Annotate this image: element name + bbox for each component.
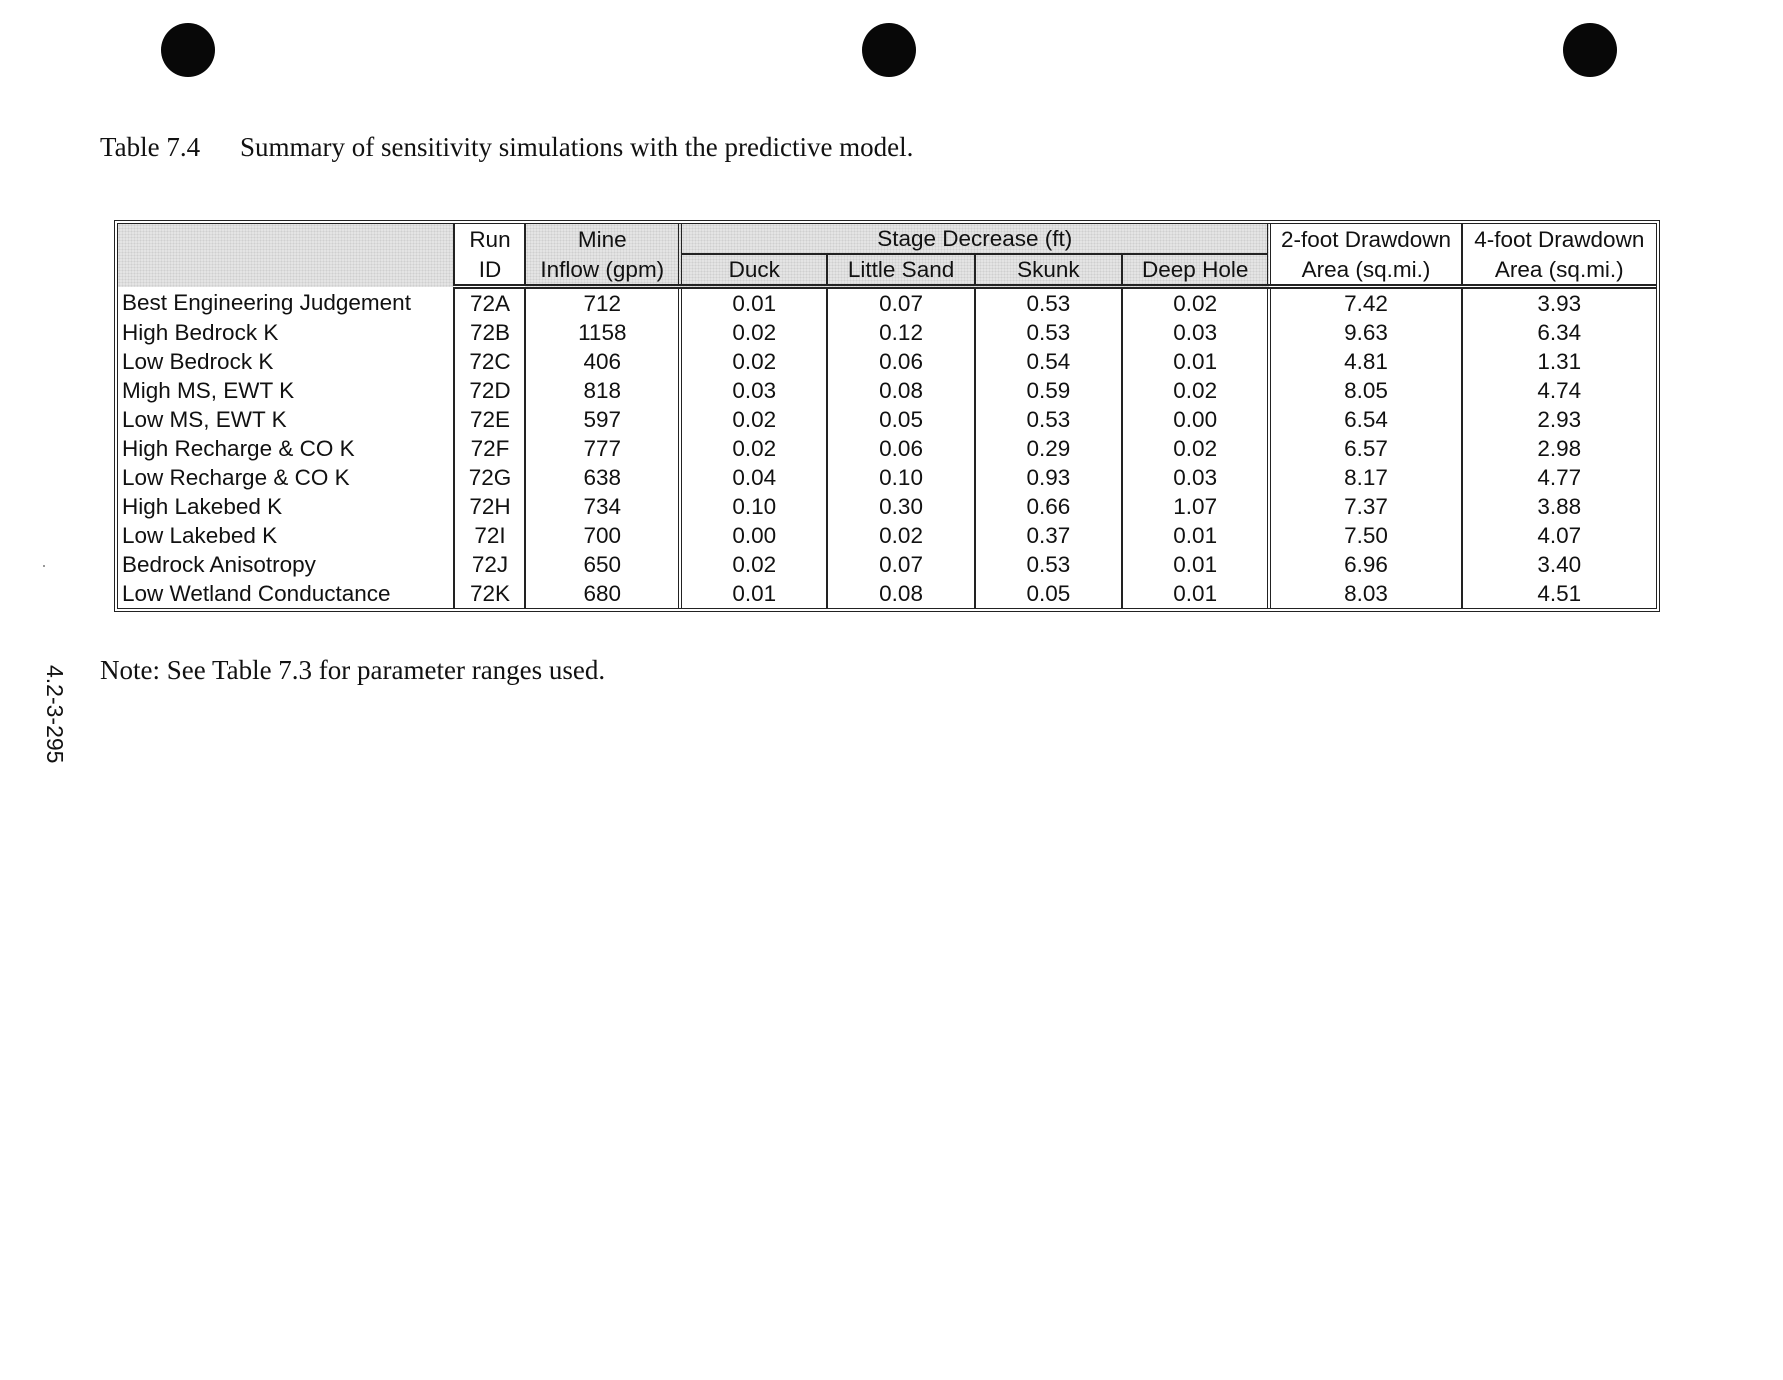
cell-little-sand: 0.12 (827, 318, 974, 347)
punch-hole (1563, 23, 1617, 77)
punch-hole (862, 23, 916, 77)
cell-skunk: 0.53 (975, 405, 1122, 434)
cell-case-name: Low Wetland Conductance (122, 581, 391, 606)
table-row (118, 318, 1656, 347)
cell-case-name: Bedrock Anisotropy (122, 552, 316, 577)
cell-deep-hole: 0.01 (1122, 521, 1269, 550)
table-row (118, 376, 1656, 405)
header-dd2-area: Area (sq.mi.) (1269, 254, 1461, 287)
header-run: Run (454, 224, 525, 254)
cell-dd2-area: 7.50 (1269, 521, 1461, 550)
table-caption (100, 132, 913, 163)
table-row (118, 492, 1656, 521)
cell-skunk: 0.05 (975, 579, 1122, 608)
cell-dd4-area: 4.51 (1462, 579, 1656, 608)
cell-case-name: Low Recharge & CO K (122, 465, 350, 490)
cell-duck: 0.01 (680, 579, 827, 608)
cell-dd2-area: 8.03 (1269, 579, 1461, 608)
cell-duck: 0.02 (680, 347, 827, 376)
cell-duck: 0.02 (680, 550, 827, 579)
cell-run-id: 72I (454, 521, 525, 550)
header-stage-decrease: Stage Decrease (ft) (680, 224, 1269, 254)
cell-run-id: 72H (454, 492, 525, 521)
cell-case-name: High Lakebed K (122, 494, 283, 519)
scan-speck (43, 565, 45, 567)
cell-case-name: Low MS, EWT K (122, 407, 287, 432)
cell-dd4-area: 4.74 (1462, 376, 1656, 405)
header-blank (118, 224, 454, 287)
cell-deep-hole: 0.01 (1122, 347, 1269, 376)
cell-run-id: 72K (454, 579, 525, 608)
header-mine: Mine (525, 224, 680, 254)
cell-deep-hole: 0.03 (1122, 463, 1269, 492)
cell-mine-inflow: 712 (525, 287, 680, 319)
table-body (118, 287, 1656, 609)
cell-duck: 0.02 (680, 434, 827, 463)
header-little-sand: Little Sand (827, 254, 974, 287)
cell-run-id: 72F (454, 434, 525, 463)
cell-dd4-area: 4.07 (1462, 521, 1656, 550)
cell-deep-hole: 0.00 (1122, 405, 1269, 434)
cell-duck: 0.02 (680, 405, 827, 434)
table-row (118, 434, 1656, 463)
table-row (118, 579, 1656, 608)
table-row (118, 287, 1656, 319)
cell-skunk: 0.93 (975, 463, 1122, 492)
cell-dd4-area: 6.34 (1462, 318, 1656, 347)
header-dd4: 4-foot Drawdown (1462, 224, 1656, 254)
cell-skunk: 0.66 (975, 492, 1122, 521)
cell-case-name: Low Lakebed K (122, 523, 278, 548)
cell-deep-hole: 1.07 (1122, 492, 1269, 521)
cell-case-name: High Bedrock K (122, 320, 279, 345)
cell-mine-inflow: 406 (525, 347, 680, 376)
cell-run-id: 72A (454, 287, 525, 319)
sensitivity-table (118, 224, 1656, 608)
cell-little-sand: 0.08 (827, 376, 974, 405)
cell-dd4-area: 2.93 (1462, 405, 1656, 434)
header-duck: Duck (680, 254, 827, 287)
cell-dd2-area: 6.57 (1269, 434, 1461, 463)
cell-skunk: 0.53 (975, 550, 1122, 579)
table-row (118, 463, 1656, 492)
cell-deep-hole: 0.01 (1122, 579, 1269, 608)
cell-little-sand: 0.06 (827, 347, 974, 376)
cell-run-id: 72C (454, 347, 525, 376)
cell-deep-hole: 0.02 (1122, 376, 1269, 405)
header-deep-hole: Deep Hole (1122, 254, 1269, 287)
cell-run-id: 72E (454, 405, 525, 434)
table-row (118, 405, 1656, 434)
header-dd2: 2-foot Drawdown (1269, 224, 1461, 254)
cell-duck: 0.00 (680, 521, 827, 550)
cell-mine-inflow: 650 (525, 550, 680, 579)
header-run-id: ID (454, 254, 525, 287)
cell-dd2-area: 9.63 (1269, 318, 1461, 347)
cell-skunk: 0.54 (975, 347, 1122, 376)
cell-skunk: 0.53 (975, 287, 1122, 319)
cell-mine-inflow: 597 (525, 405, 680, 434)
header-dd4-area: Area (sq.mi.) (1462, 254, 1656, 287)
cell-little-sand: 0.07 (827, 550, 974, 579)
cell-little-sand: 0.10 (827, 463, 974, 492)
cell-mine-inflow: 1158 (525, 318, 680, 347)
caption-number: Table 7.4 (100, 132, 201, 162)
cell-mine-inflow: 818 (525, 376, 680, 405)
table-note: Note: See Table 7.3 for parameter ranges used. (100, 655, 606, 685)
cell-dd2-area: 7.42 (1269, 287, 1461, 319)
cell-run-id: 72J (454, 550, 525, 579)
cell-little-sand: 0.07 (827, 287, 974, 319)
cell-dd4-area: 3.40 (1462, 550, 1656, 579)
cell-run-id: 72D (454, 376, 525, 405)
cell-mine-inflow: 700 (525, 521, 680, 550)
cell-run-id: 72G (454, 463, 525, 492)
cell-case-name: Low Bedrock K (122, 349, 274, 374)
cell-dd4-area: 4.77 (1462, 463, 1656, 492)
cell-dd2-area: 4.81 (1269, 347, 1461, 376)
cell-skunk: 0.59 (975, 376, 1122, 405)
cell-little-sand: 0.06 (827, 434, 974, 463)
cell-dd4-area: 3.93 (1462, 287, 1656, 319)
table-row (118, 521, 1656, 550)
sensitivity-table-frame (114, 220, 1660, 612)
header-skunk: Skunk (975, 254, 1122, 287)
cell-duck: 0.01 (680, 287, 827, 319)
cell-run-id: 72B (454, 318, 525, 347)
cell-skunk: 0.53 (975, 318, 1122, 347)
cell-dd2-area: 7.37 (1269, 492, 1461, 521)
cell-dd2-area: 6.54 (1269, 405, 1461, 434)
cell-little-sand: 0.02 (827, 521, 974, 550)
cell-duck: 0.04 (680, 463, 827, 492)
cell-dd2-area: 8.05 (1269, 376, 1461, 405)
cell-dd4-area: 3.88 (1462, 492, 1656, 521)
cell-deep-hole: 0.02 (1122, 287, 1269, 319)
cell-deep-hole: 0.02 (1122, 434, 1269, 463)
cell-duck: 0.10 (680, 492, 827, 521)
cell-case-name: High Recharge & CO K (122, 436, 355, 461)
cell-dd4-area: 1.31 (1462, 347, 1656, 376)
cell-deep-hole: 0.01 (1122, 550, 1269, 579)
cell-duck: 0.03 (680, 376, 827, 405)
cell-little-sand: 0.08 (827, 579, 974, 608)
cell-case-name: Best Engineering Judgement (122, 289, 411, 315)
cell-mine-inflow: 680 (525, 579, 680, 608)
table-row (118, 347, 1656, 376)
cell-dd2-area: 8.17 (1269, 463, 1461, 492)
cell-case-name: Migh MS, EWT K (122, 378, 295, 403)
punch-hole (161, 23, 215, 77)
cell-little-sand: 0.30 (827, 492, 974, 521)
margin-page-number: 4.2-3-295 (42, 665, 68, 764)
cell-mine-inflow: 734 (525, 492, 680, 521)
cell-dd2-area: 6.96 (1269, 550, 1461, 579)
cell-mine-inflow: 777 (525, 434, 680, 463)
cell-mine-inflow: 638 (525, 463, 680, 492)
cell-dd4-area: 2.98 (1462, 434, 1656, 463)
cell-little-sand: 0.05 (827, 405, 974, 434)
cell-duck: 0.02 (680, 318, 827, 347)
cell-skunk: 0.29 (975, 434, 1122, 463)
caption-text: Summary of sensitivity simulations with the predictive model. (240, 132, 914, 162)
header-mine-inflow: Inflow (gpm) (525, 254, 680, 287)
cell-skunk: 0.37 (975, 521, 1122, 550)
table-row (118, 550, 1656, 579)
cell-deep-hole: 0.03 (1122, 318, 1269, 347)
